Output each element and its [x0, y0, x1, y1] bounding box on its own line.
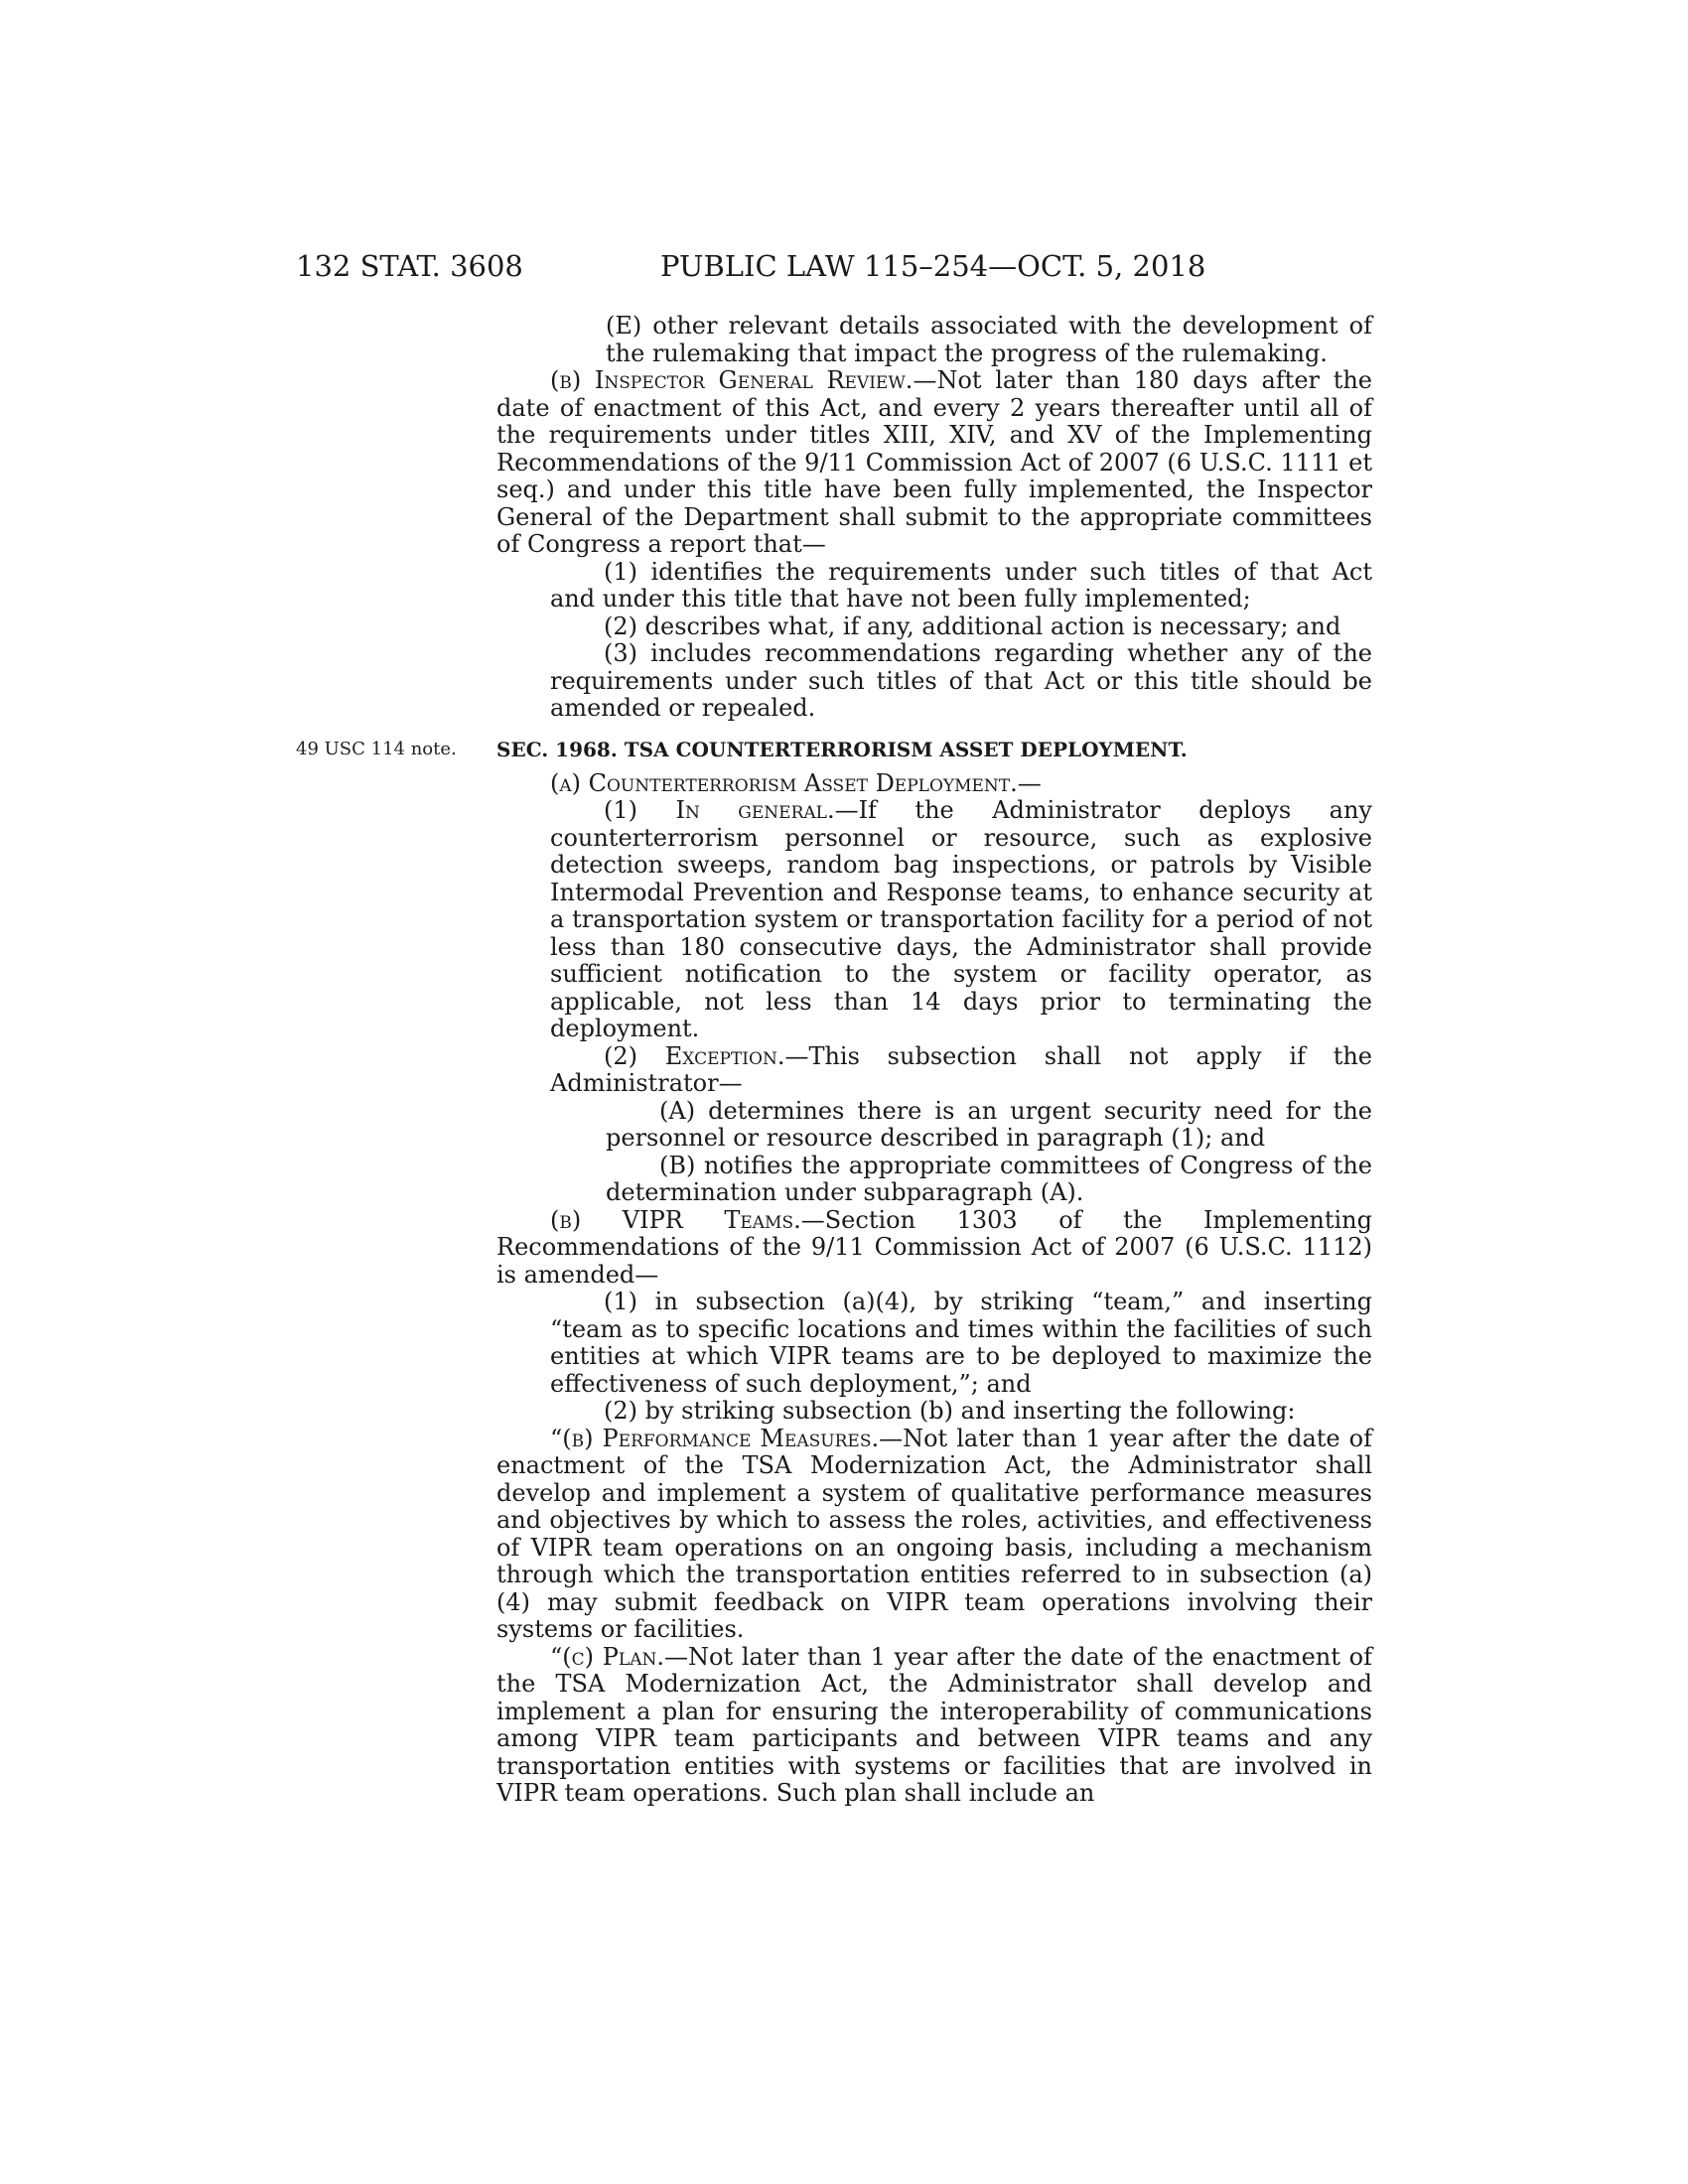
stat-page-number: 132 STAT. 3608: [296, 249, 523, 283]
paragraph-a1: [496, 797, 1372, 1043]
subsection-a-heading-line: [496, 770, 1372, 798]
clause-b3: (3) includes recommendations regarding whether any of the requirements under such titles of that Act or this title should be amended or repealed.: [550, 639, 1372, 722]
running-header: [0, 246, 1688, 286]
paragraph-a1-text: —If the Administrator deploys any counterterrorism personnel or resource, such as explosive detection sweeps, random bag inspections, or patrols by Visible Intermodal Prevention and Response teams, to enhance security at a transportation system or transportation facility for a period of not less than 180 consecutive days, the Administrator shall provide sufficient notification to the system or facility operator, as applicable, not less than 14 days prior to terminating the deployment.: [550, 796, 1372, 1042]
paragraph-a2-heading: (2) Exception.: [604, 1041, 785, 1070]
subparagraph-a2B: (B) notifies the appropriate committees of Congress of the determination under subparagraph (A).: [606, 1151, 1372, 1206]
subsection-b-vipr-heading: (b) VIPR Teams.: [550, 1205, 801, 1234]
plan-heading: “(c) Plan.: [550, 1642, 664, 1671]
plan-text: —Not later than 1 year after the date of the enactment of the TSA Modernization Act, the Administrator shall develop and implement a plan for ensuring the interoperability of communications among VIPR team participants and between VIPR teams and any transportation entities with systems or facilities that are involved in VIPR team operations. Such plan shall include an: [496, 1642, 1372, 1807]
subsection-a-heading: (a) Counterterrorism Asset Deployment.: [550, 768, 1018, 797]
statute-body: [296, 312, 1372, 1808]
performance-measures-text: —Not later than 1 year after the date of enactment of the TSA Modernization Act, the Administrator shall develop and implement a system of qualitative performance measures and objectives by which to assess the roles, activities, and effectiveness of VIPR team operations on an ongoing basis, including a mechanism through which the transportation entities referred to in subsection (a)(4) may submit feedback on VIPR team operations involving their systems or facilities.: [496, 1424, 1372, 1643]
amendment-2: (2) by striking subsection (b) and inserting the following:: [604, 1397, 1296, 1425]
subparagraph-a2A: (A) determines there is an urgent security need for the personnel or resource described in paragraph (1); and: [606, 1096, 1372, 1152]
subsection-b-inspector-general: [496, 367, 1372, 559]
section-heading: SEC. 1968. TSA COUNTERTERRORISM ASSET DEPLOYMENT.: [496, 737, 1188, 761]
subsection-b-heading: (b) Inspector General Review.: [550, 366, 914, 394]
amendment-1: (1) in subsection (a)(4), by striking “team,” and inserting “team as to specific locations and times within the facilities of such entities at which VIPR teams are to be deployed to maximize the effectiveness of such deployment,”; and: [550, 1288, 1372, 1398]
subsection-b-vipr-text: —Section 1303 of the Implementing Recommendations of the 9/11 Commission Act of 2007 (6 U.S.C. 1112) is amended—: [496, 1205, 1372, 1289]
clause-b1: (1) identifies the requirements under such titles of that Act and under this title that have not been fully implemented;: [550, 557, 1372, 613]
paragraph-a1-heading: (1) In general.: [604, 796, 835, 824]
clause-b2: (2) describes what, if any, additional action is necessary; and: [604, 612, 1341, 640]
paragraph-a2-text: —This subsection shall not apply if the Administrator—: [550, 1041, 1372, 1097]
public-law-citation: PUBLIC LAW 115–254—OCT. 5, 2018: [660, 249, 1206, 283]
plan: [496, 1644, 1372, 1808]
section-1968: [296, 737, 1372, 762]
margin-note: 49 USC 114 note.: [296, 738, 457, 759]
subsection-b-vipr: [496, 1207, 1372, 1290]
paragraph-a2: [496, 1043, 1372, 1098]
subsection-b-text: —Not later than 180 days after the date of enactment of this Act, and every 2 years thereafter until all of the requirements under titles XIII, XIV, and XV of the Implementing Recommendations of the 9/11 Commission Act of 2007 (6 U.S.C. 1111 et seq.) and under this title have been fully implemented, the Inspector General of the Department shall submit to the appropriate committees of Congress a report that—: [496, 366, 1372, 558]
paragraph-e: (E) other relevant details associated with the development of the rulemaking that impact the progress of the rulemaking.: [606, 312, 1372, 367]
subsection-a-dash: —: [1017, 768, 1042, 797]
performance-measures: [496, 1426, 1372, 1644]
performance-measures-heading: “(b) Performance Measures.: [550, 1424, 880, 1452]
